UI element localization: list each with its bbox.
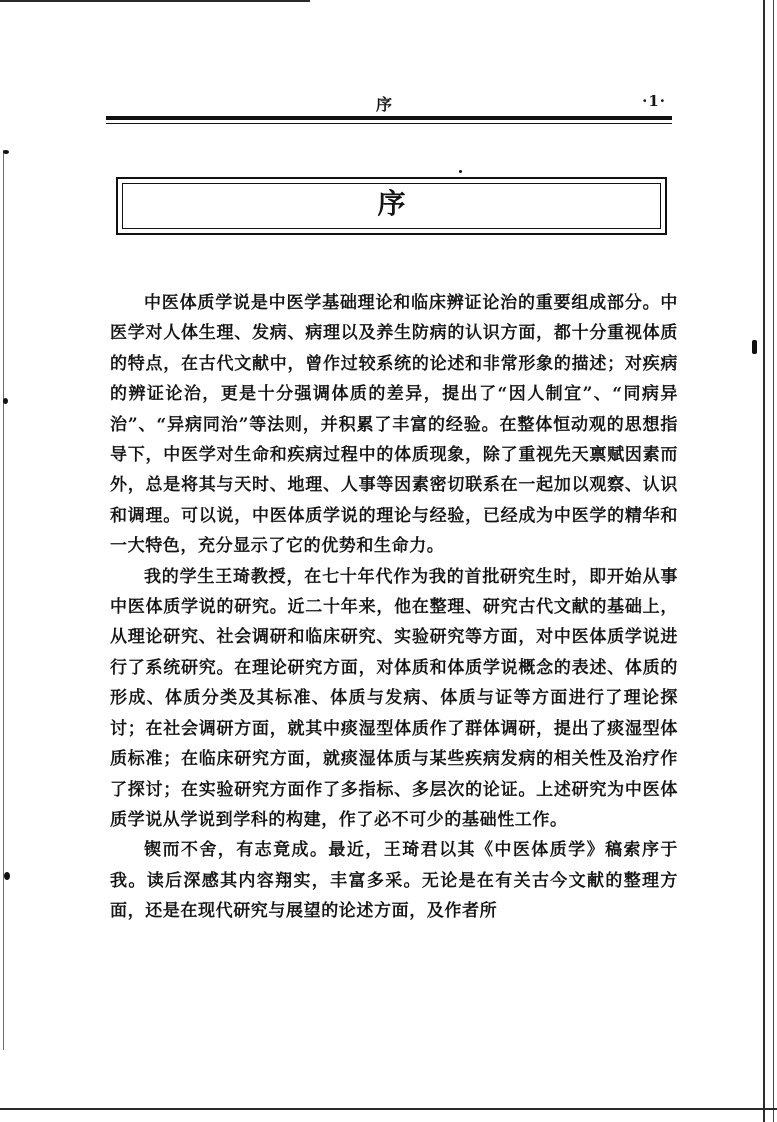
body-text — [110, 288, 678, 927]
header-rule-thin — [106, 123, 672, 124]
scan-speck — [4, 872, 10, 880]
scan-right-edge — [763, 0, 765, 1122]
scan-left-edge — [3, 150, 4, 1050]
running-header — [106, 92, 672, 132]
paragraph: 我的学生王琦教授，在七十年代作为我的首批研究生时，即开始从事中医体质学说的研究。近二十年来，他在整理、研究古代文献的基础上，从理论研究、社会调研和临床研究、实验研究等方面，对中医体质学说进行了系统研究。在理论研究方面，对体质和体质学说概念的表述、体质的形成、体质分类及其标准、体质与发病、体质与证等方面进行了理论探讨；在社会调研方面，就其中痰湿型体质作了群体调研，提出了痰湿型体质标准；在临床研究方面，就痰湿体质与某些疾病发病的相关性及治疗作了探讨；在实验研究方面作了多指标、多层次的论证。上述研究为中医体质学说从学说到学科的构建，作了必不可少的基础性工作。 — [110, 566, 678, 830]
running-title: 序 — [376, 95, 393, 114]
scan-bottom-edge — [0, 1108, 777, 1110]
header-rule — [106, 116, 672, 120]
scan-top-edge — [0, 0, 310, 2]
paragraph: 锲而不舍，有志竟成。最近，王琦君以其《中医体质学》稿索序于我。读后深感其内容翔实，丰富多采。无论是在有关古今文献的整理方面，还是在现代研究与展望的论述方面，及作者所 — [110, 840, 678, 922]
paragraph: 中医体质学说是中医学基础理论和临床辨证论治的重要组成部分。中医学对人体生理、发病、病理以及养生防病的认识方面，都十分重视体质的特点，在古代文献中，曾作过较系统的论述和非常形象的描述；对疾病的辨证论治，更是十分强调体质的差异，提出了“因人制宜”、“同病异治”、“异病同治”等法则，并积累了丰富的经验。在整体恒动观的思想指导下，中医学对生命和疾病过程中的体质现象，除了重视先天禀赋因素而外，总是将其与天时、地理、人事等因素密切联系在一起加以观察、认识和调理。可以说，中医体质学说的理论与经验，已经成为中医学的精华和一大特色，充分显示了它的优势和生命力。 — [110, 293, 678, 557]
page-number: ·1· — [642, 92, 666, 110]
chapter-title: 序 — [377, 187, 406, 220]
scan-speck — [459, 170, 462, 173]
scan-speck — [752, 340, 757, 354]
scan-speck — [3, 150, 9, 154]
chapter-title-box — [116, 177, 667, 235]
scan-right-edge-outer — [773, 0, 774, 1122]
scan-speck — [3, 398, 8, 404]
